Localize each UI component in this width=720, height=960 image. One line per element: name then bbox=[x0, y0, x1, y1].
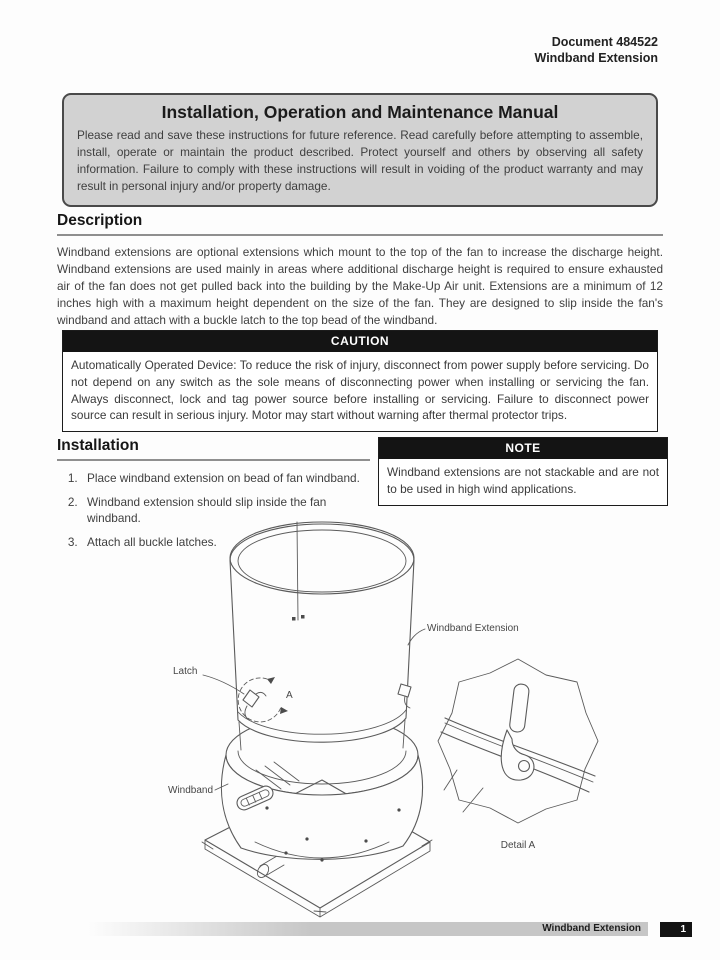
manual-intro-box bbox=[62, 93, 658, 207]
document-header bbox=[535, 34, 659, 66]
installation-heading: Installation bbox=[57, 437, 370, 461]
footer-bar bbox=[88, 922, 648, 936]
caution-text: Automatically Operated Device: To reduce the risk of injury, disconnect from power supply before servicing. Do not depend on any switch as the sole means of disconnecting power when installing or servicing the fan. Always disconnect, lock and tag power source before installing or servicing. Failure to disconnect power source can result in serious injury. Motor may start without warning after thermal protector trips. bbox=[71, 358, 649, 423]
caution-box bbox=[62, 330, 658, 432]
page-number-badge: 1 bbox=[660, 922, 692, 937]
windband-extension-label: Windband Extension bbox=[427, 623, 519, 634]
detail-marker-label: A bbox=[286, 690, 293, 701]
description-heading: Description bbox=[57, 212, 663, 236]
windband-label: Windband bbox=[168, 785, 214, 796]
windband-extension-cylinder bbox=[230, 522, 414, 742]
description-section bbox=[57, 212, 663, 329]
installation-diagram bbox=[55, 508, 680, 918]
document-product: Windband Extension bbox=[534, 51, 658, 65]
manual-intro-text: Please read and save these instructions for future reference. Read carefully before attempting to assemble, install, operate or maintain the product described. Protect yourself and others by observing all safety information. Failure to comply with these instructions will result in voiding of the product warranty and may result in personal injury and/or property damage. bbox=[77, 128, 643, 193]
detail-a-view bbox=[438, 659, 598, 851]
description-text: Windband extensions are optional extensions which mount to the top of the fan to increase the discharge height. Windband extensions are used mainly in areas where additional discharge height is required to ensure exhausted air of the fan does not get pulled back into the building by the Make-Up Air unit. Extensions are a minimum of 12 inches high with a maximum height dependent on the size of the fan. They are designed to slip inside the fan's windband and attach with a buckle latch to the top bead of the windband. bbox=[57, 245, 663, 328]
caution-header: CAUTION bbox=[63, 331, 657, 352]
note-text: Windband extensions are not stackable and are not to be used in high wind applications. bbox=[387, 465, 659, 496]
installation-step: 2. Windband extension should slip inside the fan windband. bbox=[81, 495, 370, 527]
document-number: Document 484522 bbox=[551, 35, 658, 49]
note-header: NOTE bbox=[379, 438, 667, 459]
note-box bbox=[378, 437, 668, 506]
installation-step: 3. Attach all buckle latches. bbox=[81, 535, 370, 551]
manual-title: Installation, Operation and Maintenance Manual bbox=[161, 102, 559, 122]
latch-label: Latch bbox=[173, 666, 198, 677]
footer-product-label: Windband Extension bbox=[542, 923, 641, 934]
detail-caption: Detail A bbox=[500, 840, 536, 851]
installation-step: 1. Place windband extension on bead of fan windband. bbox=[81, 471, 370, 487]
